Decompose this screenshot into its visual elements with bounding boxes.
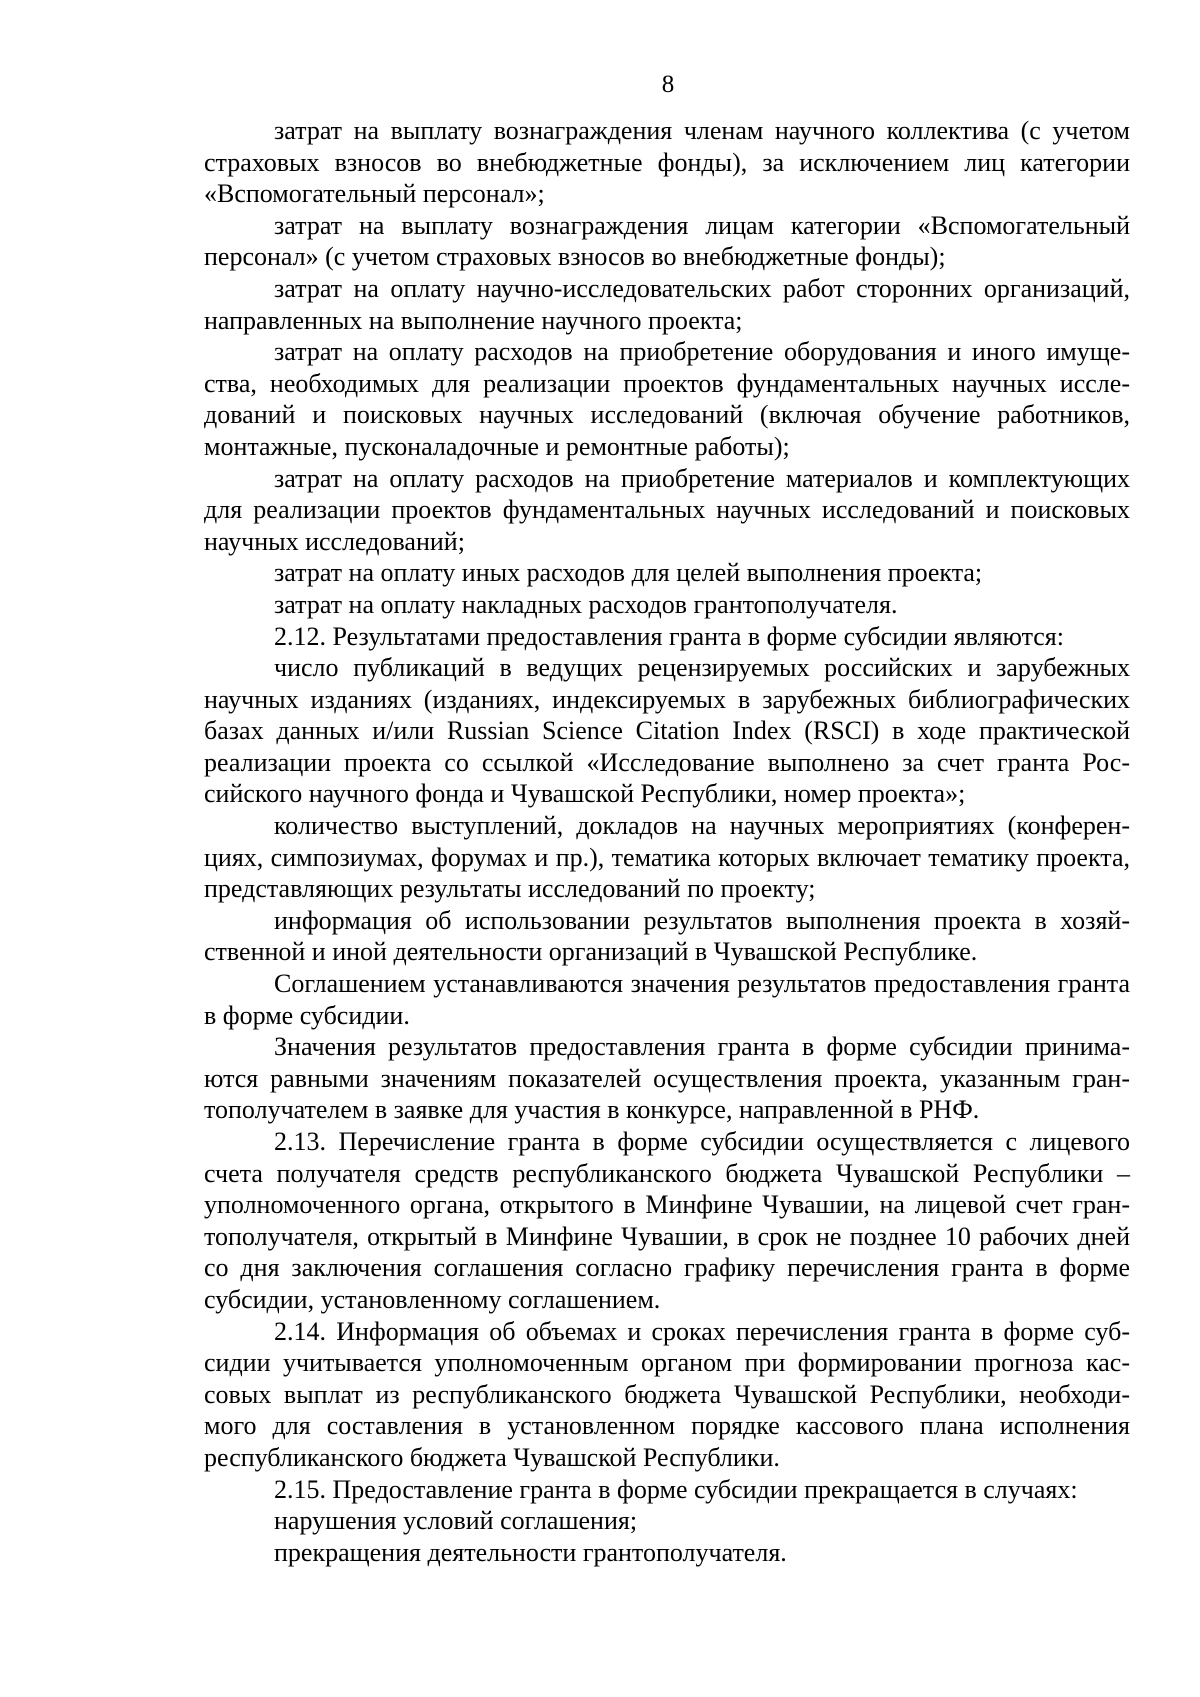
paragraph-10: количество выступлений, докладов на научных мероприятиях (конференциях, симпозиумах, форумах и пр.), тематика которых включает тематику проекта, представляющих результаты исследований по проекту; — [204, 811, 1130, 904]
paragraph-18: прекращения деятельности грантополучателя. — [274, 1537, 787, 1567]
paragraph-1: затрат на выплату вознаграждения членам научного коллектива (с учетом страховых взносов во внебюджетные фонды), за исключением лиц категории «Вспомогательный персонал»; — [204, 116, 1130, 209]
paragraph-6: затрат на оплату иных расходов для целей выполнения проекта; — [274, 558, 983, 588]
paragraph-2: затрат на выплату вознаграждения лицам категории «Вспомогательный персонал» (с учетом страховых взносов во внебюджетные фонды); — [204, 210, 1130, 272]
paragraph-12: Соглашением устанавливаются значения результатов предоставления гранта в форме субсидии. — [204, 969, 1130, 1030]
paragraph-13: Значения результатов предоставления гранта в форме субсидии принимаются равными значениям показателей осуществления проекта, указанным грантополучателем в заявке для участия в конкурсе, направленной в РНФ. — [204, 1032, 1130, 1125]
paragraph-9: число публикаций в ведущих рецензируемых российских и зарубежных научных изданиях (изданиях, индексируемых в зарубежных библиографических базах данных и/или Russian Science Citation Index (RSCI) в ходе практической реализации проекта со ссылкой «Исследование выполнено за счет гранта Российского научного фонда и Чувашской Республики, номер проекта»; — [204, 653, 1130, 809]
paragraph-4: затрат на оплату расходов на приобретение оборудования и иного имущества, необходимых для реализации проектов фундаментальных научных исследований и поисковых научных исследований (включая обучение работников, монтажные, пусконаладочные и ремонтные работы); — [204, 337, 1130, 461]
section-2-12-heading: 2.12. Результатами предоставления гранта в форме субсидии являются: — [274, 621, 1064, 651]
section-2-14: 2.14. Информация об объемах и сроках перечисления гранта в форме субсидии учитывается уполномоченным органом при формировании прогноза кассовых выплат из республиканского бюджета Чувашской Республики, необходимого для составления в установленном порядке кассового плана исполнения республиканского бюджета Чувашской Республики. — [204, 1316, 1130, 1472]
section-2-13: 2.13. Перечисление гранта в форме субсидии осуществляется с лицевого счета получателя средств республиканского бюджета Чувашской Республики – уполномоченного органа, открытого в Минфине Чувашии, на лицевой счет грантополучателя, открытый в Минфине Чувашии, в срок не позднее 10 рабочих дней со дня заключения соглашения согласно графику перечисления гранта в форме субсидии, установленному соглашением. — [204, 1127, 1130, 1314]
paragraph-11: информация об использовании результатов выполнения проекта в хозяйственной и иной деятельности организаций в Чувашской Республике. — [204, 905, 1130, 967]
section-2-15: 2.15. Предоставление гранта в форме субсидии прекращается в случаях: — [274, 1474, 1078, 1504]
paragraph-7: затрат на оплату накладных расходов грантополучателя. — [274, 589, 898, 619]
page-number: 8 — [661, 71, 675, 98]
paragraph-3: затрат на оплату научно-исследовательских работ сторонних организаций, направленных на выполнение научного проекта; — [204, 273, 1130, 335]
paragraph-17: нарушения условий соглашения; — [274, 1506, 638, 1536]
paragraph-5: затрат на оплату расходов на приобретение материалов и комплектующих для реализации проектов фундаментальных научных исследований и поисковых научных исследований; — [204, 463, 1130, 556]
document-body — [204, 115, 1130, 1568]
